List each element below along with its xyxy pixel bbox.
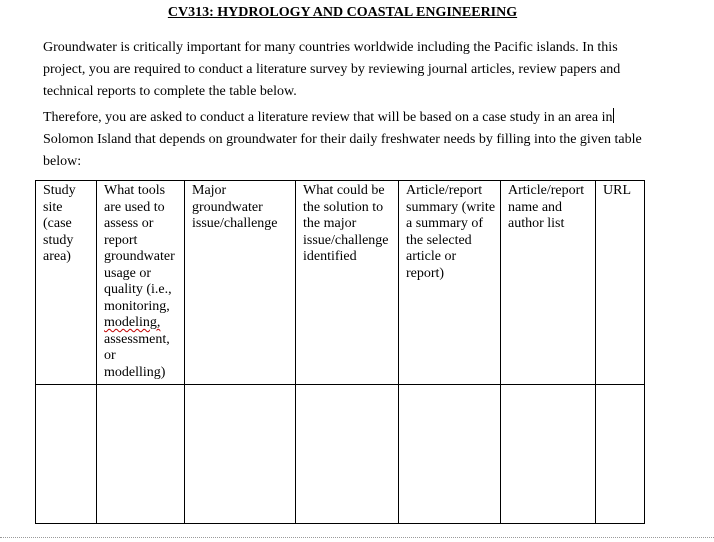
header-summary[interactable]: Article/report summary (write a summary of the selected article or report)	[399, 181, 501, 385]
table-cell[interactable]	[399, 385, 501, 524]
document-title: CV313: HYDROLOGY AND COASTAL ENGINEERING	[167, 5, 518, 20]
intro-paragraph	[43, 37, 655, 103]
spelling-error-word[interactable]: modeling,	[104, 315, 161, 330]
table-cell[interactable]	[97, 385, 185, 524]
header-tools-tail: assessment, or modelling)	[104, 331, 170, 380]
table-cell[interactable]	[501, 385, 596, 524]
intro-paragraph-text: Groundwater is critically important for many countries worldwide including the Pacific islands. In this project, you are required to conduct a literature survey by reviewing journal articles, review papers and technical reports to complete the table below.	[43, 40, 621, 99]
literature-review-table	[35, 180, 645, 524]
header-study-site[interactable]: Study site (case study area)	[36, 181, 97, 385]
table-header-row	[36, 181, 645, 385]
instructions-paragraph-text: Therefore, you are asked to conduct a literature review that will be based on a case study in an area in Solomon Island that depends on groundwater for their daily freshwater needs by filling into the given table below:	[43, 110, 642, 169]
page-boundary-divider	[0, 537, 714, 538]
table-cell[interactable]	[296, 385, 399, 524]
header-major-issue[interactable]: Major groundwater issue/challenge	[185, 181, 296, 385]
header-tools[interactable]	[97, 181, 185, 385]
header-tools-text: What tools are used to assess or report groundwater usage or quality (i.e., monitoring,	[104, 183, 175, 314]
text-cursor	[613, 108, 614, 123]
header-article-name[interactable]: Article/report name and author list	[501, 181, 596, 385]
instructions-paragraph[interactable]	[43, 107, 655, 173]
table-cell[interactable]	[596, 385, 645, 524]
table-row	[36, 385, 645, 524]
table-cell[interactable]	[36, 385, 97, 524]
header-solution[interactable]: What could be the solution to the major issue/challenge identified	[296, 181, 399, 385]
table-cell[interactable]	[185, 385, 296, 524]
header-url[interactable]: URL	[596, 181, 645, 385]
